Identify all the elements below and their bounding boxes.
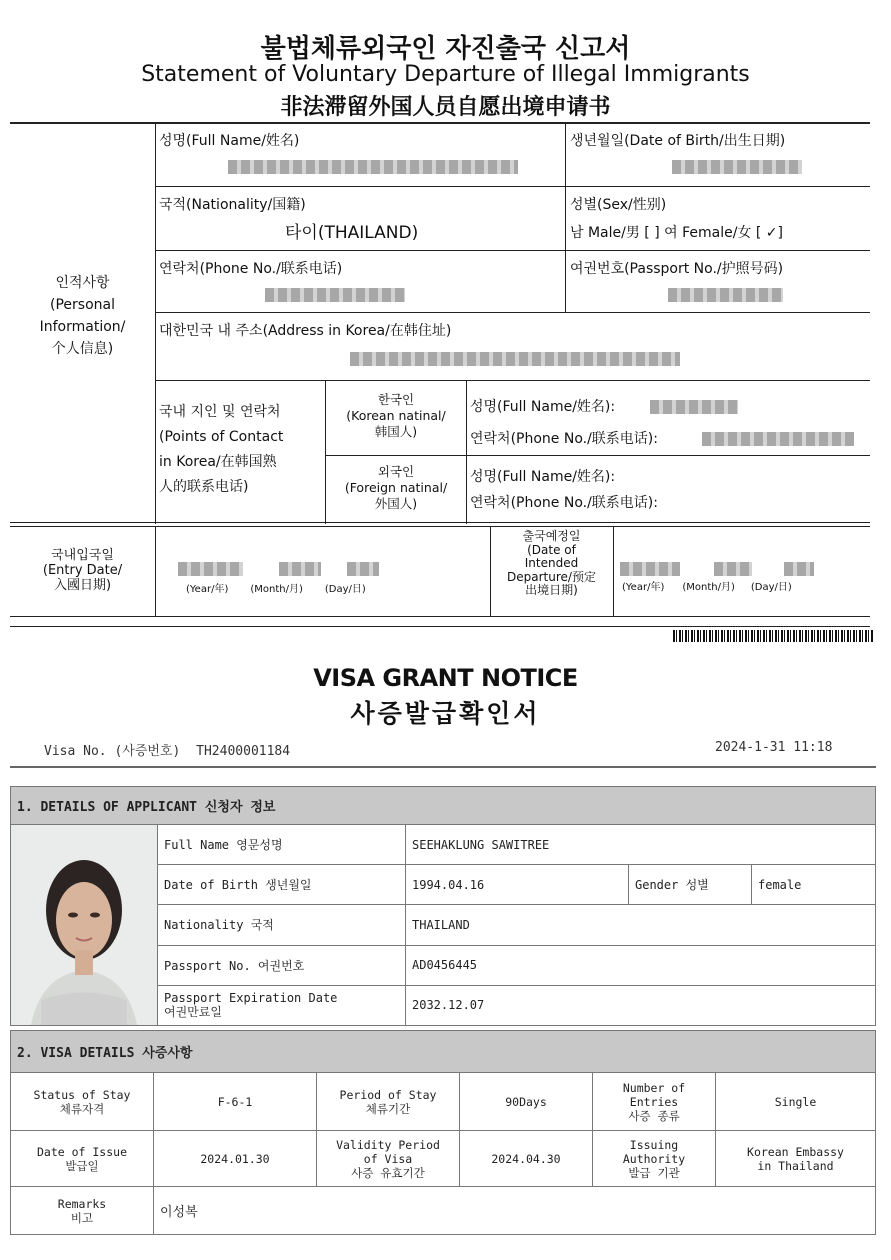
full-name-label-cell: Full Name 영문성명 [158,825,406,865]
phone-redacted [265,286,405,304]
phone-label: 연락처(Phone No./联系电话) [159,261,343,277]
applicant-photo [11,825,158,1026]
dob-value: 1994.04.16 [406,865,629,905]
nationality-value-cell: THAILAND [406,905,876,945]
period-label-cell: Period of Stay 체류기간 [317,1073,460,1131]
full-name-value: SEEHAKLUNG SAWITREE [406,825,876,865]
status-value: F-6-1 [154,1073,317,1131]
address-label: 대한민국 내 주소(Address in Korea/在韩住址) [159,323,452,339]
applicant-table [10,786,876,1026]
issue-label-cell: Date of Issue 발급일 [11,1131,154,1187]
remarks-value: 이성복 [154,1187,876,1235]
dob-label: 생년월일(Date of Birth/出生日期) [570,133,786,149]
expiry-value: 2032.12.07 [406,985,876,1025]
visa-number-row [44,740,290,759]
foreign-contact-label: 외국인 (Foreign natinal/ 外国人) [344,464,448,511]
entries-label-cell: Number of Entries 사증 종류 [593,1073,716,1131]
entry-date-label: 국내입국일 (Entry Date/ 入國日期) [42,548,123,593]
entries-value: Single [716,1073,876,1131]
status-label-cell: Status of Stay 체류자격 [11,1073,154,1131]
visa-number: TH2400001184 [196,744,291,759]
passport-redacted [668,286,783,304]
full-name-redacted [228,158,518,176]
korean-contact-phone-redacted [702,430,854,448]
foreign-contact-phone-label: 연락처(Phone No./联系电话): [470,495,658,511]
entry-date-units: (Year/年) (Month/月) (Day/日) [186,584,366,595]
full-name-label: 성명(Full Name/姓名) [159,133,300,149]
dob-redacted [672,158,802,176]
declaration-title-en: Statement of Voluntary Departure of Illegal Immigrants [141,62,750,87]
visa-number-label: Visa No. (사증번호) [44,744,181,759]
korean-contact-name-label: 성명(Full Name/姓名): [470,399,616,415]
barcode [673,630,873,642]
nationality-label-cell: Nationality 국적 [158,905,406,945]
sex-value: 남 Male/男 [ ] 여 Female/女 [ ✓] [570,225,783,241]
gender-value: female [752,865,876,905]
section-visa-details-header: 2. VISA DETAILS 사증사항 [11,1031,876,1073]
authority-value: Korean Embassy in Thailand [716,1131,876,1187]
issue-value: 2024.01.30 [154,1131,317,1187]
section-applicant-header: 1. DETAILS OF APPLICANT 신청자 정보 [11,787,876,825]
declaration-title-ko: 불법체류외국인 자진출국 신고서 [260,34,631,64]
dob-label-cell: Date of Birth 생년월일 [158,865,406,905]
nationality-value: 타이(THAILAND) [285,223,419,243]
departure-date-redacted [620,560,814,578]
departure-date-units: (Year/年) (Month/月) (Day/日) [622,582,792,593]
nationality-label: 국적(Nationality/国籍) [159,197,306,213]
korean-contact-phone-label: 연락처(Phone No./联系电话): [470,431,658,447]
passport-value: AD0456445 [406,945,876,985]
authority-label-cell: Issuing Authority 발급 기관 [593,1131,716,1187]
expiry-label-cell: Passport Expiration Date 여권만료일 [158,985,406,1025]
gender-label-cell: Gender 성별 [629,865,752,905]
address-redacted [350,350,680,368]
personal-info-label: 인적사항 (Personal Information/ 个人信息) [39,275,126,357]
validity-value: 2024.04.30 [460,1131,593,1187]
visa-title-ko: 사증발급확인서 [350,699,541,728]
contact-label: 국내 지인 및 연락처 (Points of Contact in Korea/在韩国熟 人的联系电话) [159,404,284,495]
korean-contact-label: 한국인 (Korean natinal/ 韩国人) [346,392,446,439]
visa-title-en: VISA GRANT NOTICE [313,664,578,692]
issue-datetime: 2024-1-31 11:18 [715,740,833,755]
foreign-contact-name-label: 성명(Full Name/姓名): [470,469,616,485]
declaration-title-zh: 非法滞留外国人员自愿出境申请书 [280,95,611,120]
visa-details-table [10,1030,876,1235]
departure-date-label: 출국예정일 (Date of Intended Departure/预定 出境日期) [507,529,596,597]
korean-contact-name-redacted [650,398,738,416]
validity-label-cell: Validity Period of Visa 사증 유효기간 [317,1131,460,1187]
remarks-label-cell: Remarks 비고 [11,1187,154,1235]
period-value: 90Days [460,1073,593,1131]
entry-date-redacted [178,560,379,578]
passport-label-cell: Passport No. 여권번호 [158,945,406,985]
passport-label: 여권번호(Passport No./护照号码) [570,261,784,277]
sex-label: 성별(Sex/性别) [570,197,667,213]
